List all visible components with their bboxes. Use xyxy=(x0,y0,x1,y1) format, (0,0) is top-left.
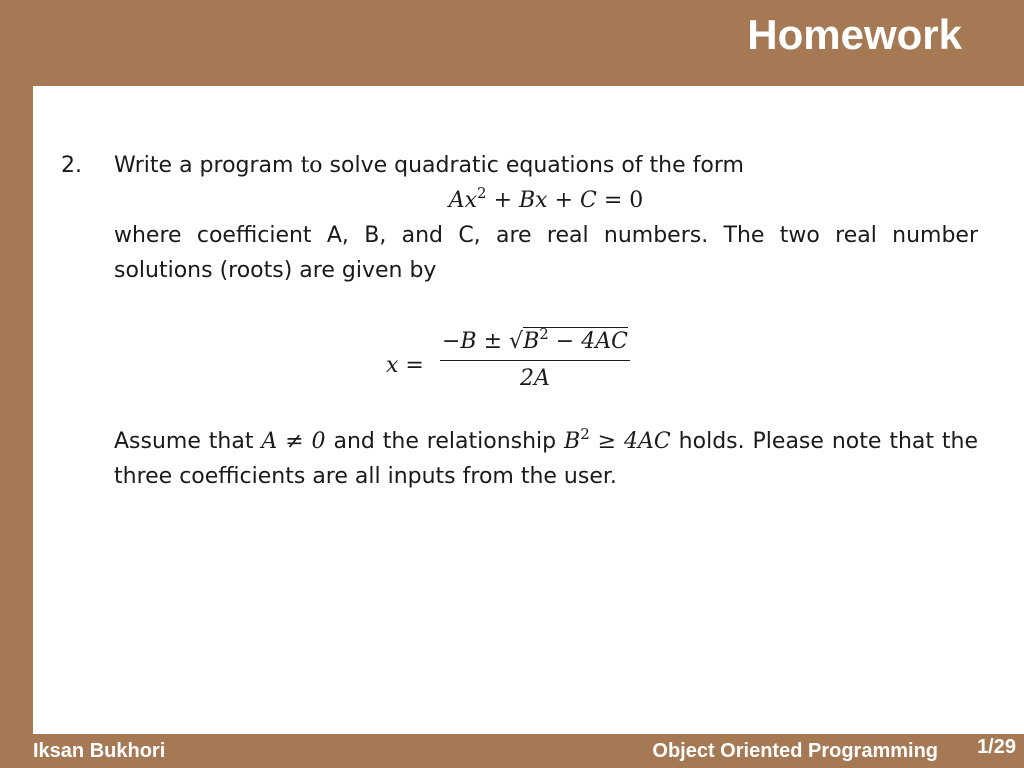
eq-exp: 2 xyxy=(477,184,487,202)
formula-equals: = xyxy=(398,353,424,378)
footer-course: Object Oriented Programming xyxy=(652,740,938,762)
footer-author: Iksan Bukhori xyxy=(33,740,166,762)
assume-m2-rest: ≥ 4AC xyxy=(589,429,671,454)
formula-radicand xyxy=(523,327,628,354)
eq-x: x xyxy=(464,188,478,213)
formula-fraction xyxy=(440,326,630,397)
assume-t2: and the relationship xyxy=(325,429,565,454)
assume-m2-exp: 2 xyxy=(580,425,590,443)
formula-numerator xyxy=(440,326,630,361)
assume-m1: A ≠ 0 xyxy=(261,429,326,454)
eq-B: B xyxy=(519,188,536,213)
assume-t1: Assume that xyxy=(114,429,262,454)
radicand-B: B xyxy=(523,329,540,354)
quadratic-equation xyxy=(114,183,978,218)
radicand-exp: 2 xyxy=(539,325,549,343)
intro-to: to xyxy=(300,153,323,178)
page-number: 1/29 xyxy=(977,736,1016,758)
item-body xyxy=(114,148,978,494)
radicand-rest: − 4AC xyxy=(548,329,628,354)
formula-lhs xyxy=(386,348,424,383)
formula-numer-prefix: −B ± xyxy=(442,329,510,354)
eq-A: A xyxy=(448,188,465,213)
eq-plus2: + xyxy=(547,188,581,213)
assume-text xyxy=(114,424,978,494)
eq-zero: 0 xyxy=(629,188,644,213)
intro-part-a: Write a program xyxy=(114,153,301,178)
item-number: 2. xyxy=(61,153,82,178)
eq-plus1: + xyxy=(486,188,519,213)
eq-equals: = xyxy=(596,188,630,213)
where-text: where coefficient A, B, and C, are real numbers. The two real number solutions (roots) are given by xyxy=(114,223,978,283)
formula-x: x xyxy=(386,353,399,378)
assume-m2-B: B xyxy=(564,429,581,454)
eq-x2: x xyxy=(535,188,548,213)
formula-denominator: 2A xyxy=(520,366,550,391)
sqrt-icon: √ xyxy=(509,329,524,354)
quadratic-formula xyxy=(114,326,978,406)
intro-text xyxy=(114,148,978,183)
intro-part-b: solve quadratic equations of the form xyxy=(322,153,744,178)
slide-title: Homework xyxy=(747,11,962,58)
slide-content xyxy=(33,86,1024,734)
eq-C: C xyxy=(580,188,597,213)
assume-t3: holds. Please note that the three coefficients are all inputs from the user. xyxy=(114,429,979,489)
